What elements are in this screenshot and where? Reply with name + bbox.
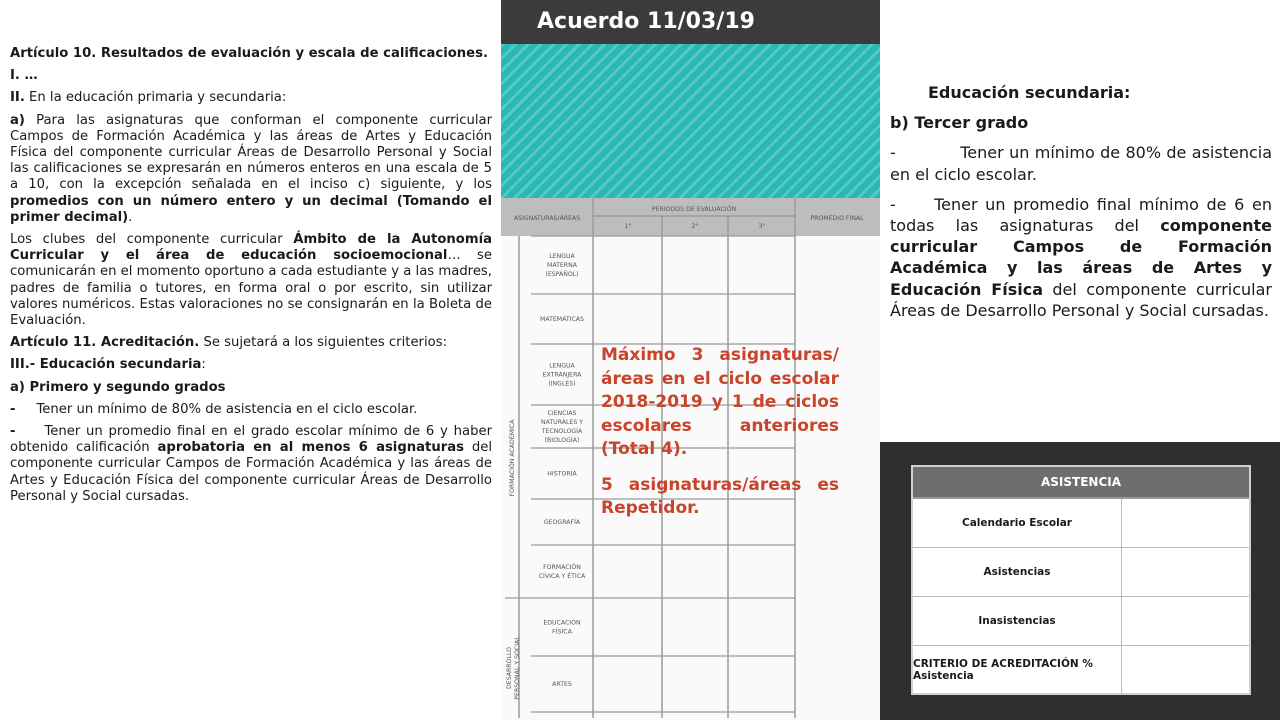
attendance-row (913, 548, 1249, 597)
attendance-row (913, 646, 1249, 694)
subject-label: (ESPAÑOL) (545, 271, 579, 278)
subject-label: EDUCACIÓN (543, 619, 581, 627)
left-text-column (10, 46, 492, 511)
subject-label: (INGLÉS) (548, 380, 576, 388)
secondary-heading: Educación secundaria: (928, 83, 1131, 102)
subject-label: CIENCIAS (547, 410, 577, 417)
subject-label: (BIOLOGÍA) (544, 437, 580, 444)
requirement-attendance: - Tener un mínimo de 80% de asistencia en el ciclo escolar. (10, 401, 418, 417)
attendance-row-value (1122, 548, 1249, 596)
group-label-personal: PERSONAL Y SOCIAL (514, 636, 521, 700)
clubes-paragraph: Los clubes del componente curricular Ámbito de la Autonomía Curricular y el área de educación socioemocional… se comunicarán en el momento oportuno a cada estudiante y a las madres, padres de familia o tutores, en forma oral o por escrito, sin utilizar valores numéricos. Estas valoraciones no se consignarán en la Boleta de Evaluación. (10, 232, 492, 329)
header-subjects: ASIGNATURAS/ÁREAS (513, 215, 581, 222)
third-grade-average: - Tener un promedio final mínimo de 6 en todas las asignaturas del componente curricular Campos de Formación Académica y las áreas de Artes y Educación Física del componente curricular Áreas de Desarrollo Personal y Social cursadas. (890, 194, 1272, 320)
subject-label: GEOGRAFÍA (543, 519, 581, 526)
article-10-title: Artículo 10. Resultados de evaluación y escala de calificaciones. (10, 46, 488, 61)
item-i: I. … (10, 68, 38, 84)
subject-label: MATERNA (547, 262, 577, 269)
right-text-column (890, 82, 1272, 330)
attendance-row-label: CRITERIO DE ACREDITACIÓN % Asistencia (913, 646, 1122, 694)
third-grade-heading: b) Tercer grado (890, 113, 1029, 133)
subject-label: HISTORIA (547, 470, 577, 478)
attendance-row-label: Calendario Escolar (913, 499, 1122, 547)
header-period-3: 3° (758, 223, 766, 230)
article-11: Artículo 11. Acreditación. Se sujetará a los siguientes criterios: (10, 335, 448, 351)
subject-label: EXTRANJERA (542, 371, 582, 379)
group-label-personal: DESARROLLO (506, 647, 513, 689)
item-ii: II. En la educación primaria y secundaria: (10, 90, 287, 106)
attendance-row-value (1122, 597, 1249, 645)
subject-label: FÍSICA (552, 628, 572, 636)
header-final-average: PROMEDIO FINAL (810, 215, 864, 222)
subject-label: TECNOLOGÍA (541, 428, 583, 435)
item-iii: III.- Educación secundaria: (10, 357, 206, 373)
requirement-average: - Tener un promedio final en el grado escolar mínimo de 6 y haber obtenido calificación aprobatoria en al menos 6 asignaturas del componente curricular Campos de Formación Académica y las áreas de Artes y Educación Física del componente curricular Áreas de Desarrollo Personal y Social cursadas. (10, 424, 492, 504)
attendance-row-label: Inasistencias (913, 597, 1122, 645)
subject-label: FORMACIÓN (543, 564, 581, 571)
attendance-panel (880, 442, 1280, 720)
subject-label: ARTES (552, 681, 572, 688)
item-a-paragraph: a) Para las asignaturas que conforman el componente curricular Campos de Formación Académica y las áreas de Artes y Educación Física del componente curricular Áreas de Desarrollo Personal y Social las calificaciones se expresarán en números enteros en una escala de 5 a 10, con la excepción señalada en el inciso c) siguiente, y los promedios con un número entero y un decimal (Tomando el primer decimal). (10, 112, 492, 225)
subject-label: LENGUA (549, 362, 575, 370)
center-panel (501, 0, 880, 720)
grades-a-heading: a) Primero y segundo grados (10, 379, 226, 395)
slide-title: Acuerdo 11/03/19 (501, 0, 880, 44)
attendance-row-value (1122, 646, 1249, 694)
attendance-row-value (1122, 499, 1249, 547)
third-grade-attendance: - Tener un mínimo de 80% de asistencia en el ciclo escolar. (890, 143, 1273, 184)
subject-label: NATURALES Y (541, 419, 583, 426)
repeater-note: 5 asignaturas/áreas es Repetidor. (601, 474, 839, 518)
attendance-table-header: ASISTENCIA (913, 467, 1249, 499)
group-label-academic: FORMACIÓN ACADÉMICA (509, 419, 516, 497)
subject-label: LENGUA (549, 253, 575, 260)
subject-label: CÍVICA Y ÉTICA (538, 573, 586, 580)
attendance-row (913, 597, 1249, 646)
attendance-row (913, 499, 1249, 548)
attendance-row-label: Asistencias (913, 548, 1122, 596)
header-periods: PERIODOS DE EVALUACIÓN (651, 206, 737, 213)
attendance-table (911, 465, 1251, 695)
max-subjects-note: Máximo 3 asignaturas/áreas en el ciclo escolar 2018-2019 y 1 de ciclos escolares anteriores (Total 4). (601, 345, 839, 459)
decorative-teal-band (501, 44, 880, 198)
failure-note (601, 344, 839, 533)
subject-label: MATEMÁTICAS (540, 316, 584, 323)
header-period-1: 1° (624, 223, 632, 230)
header-period-2: 2° (691, 223, 699, 230)
